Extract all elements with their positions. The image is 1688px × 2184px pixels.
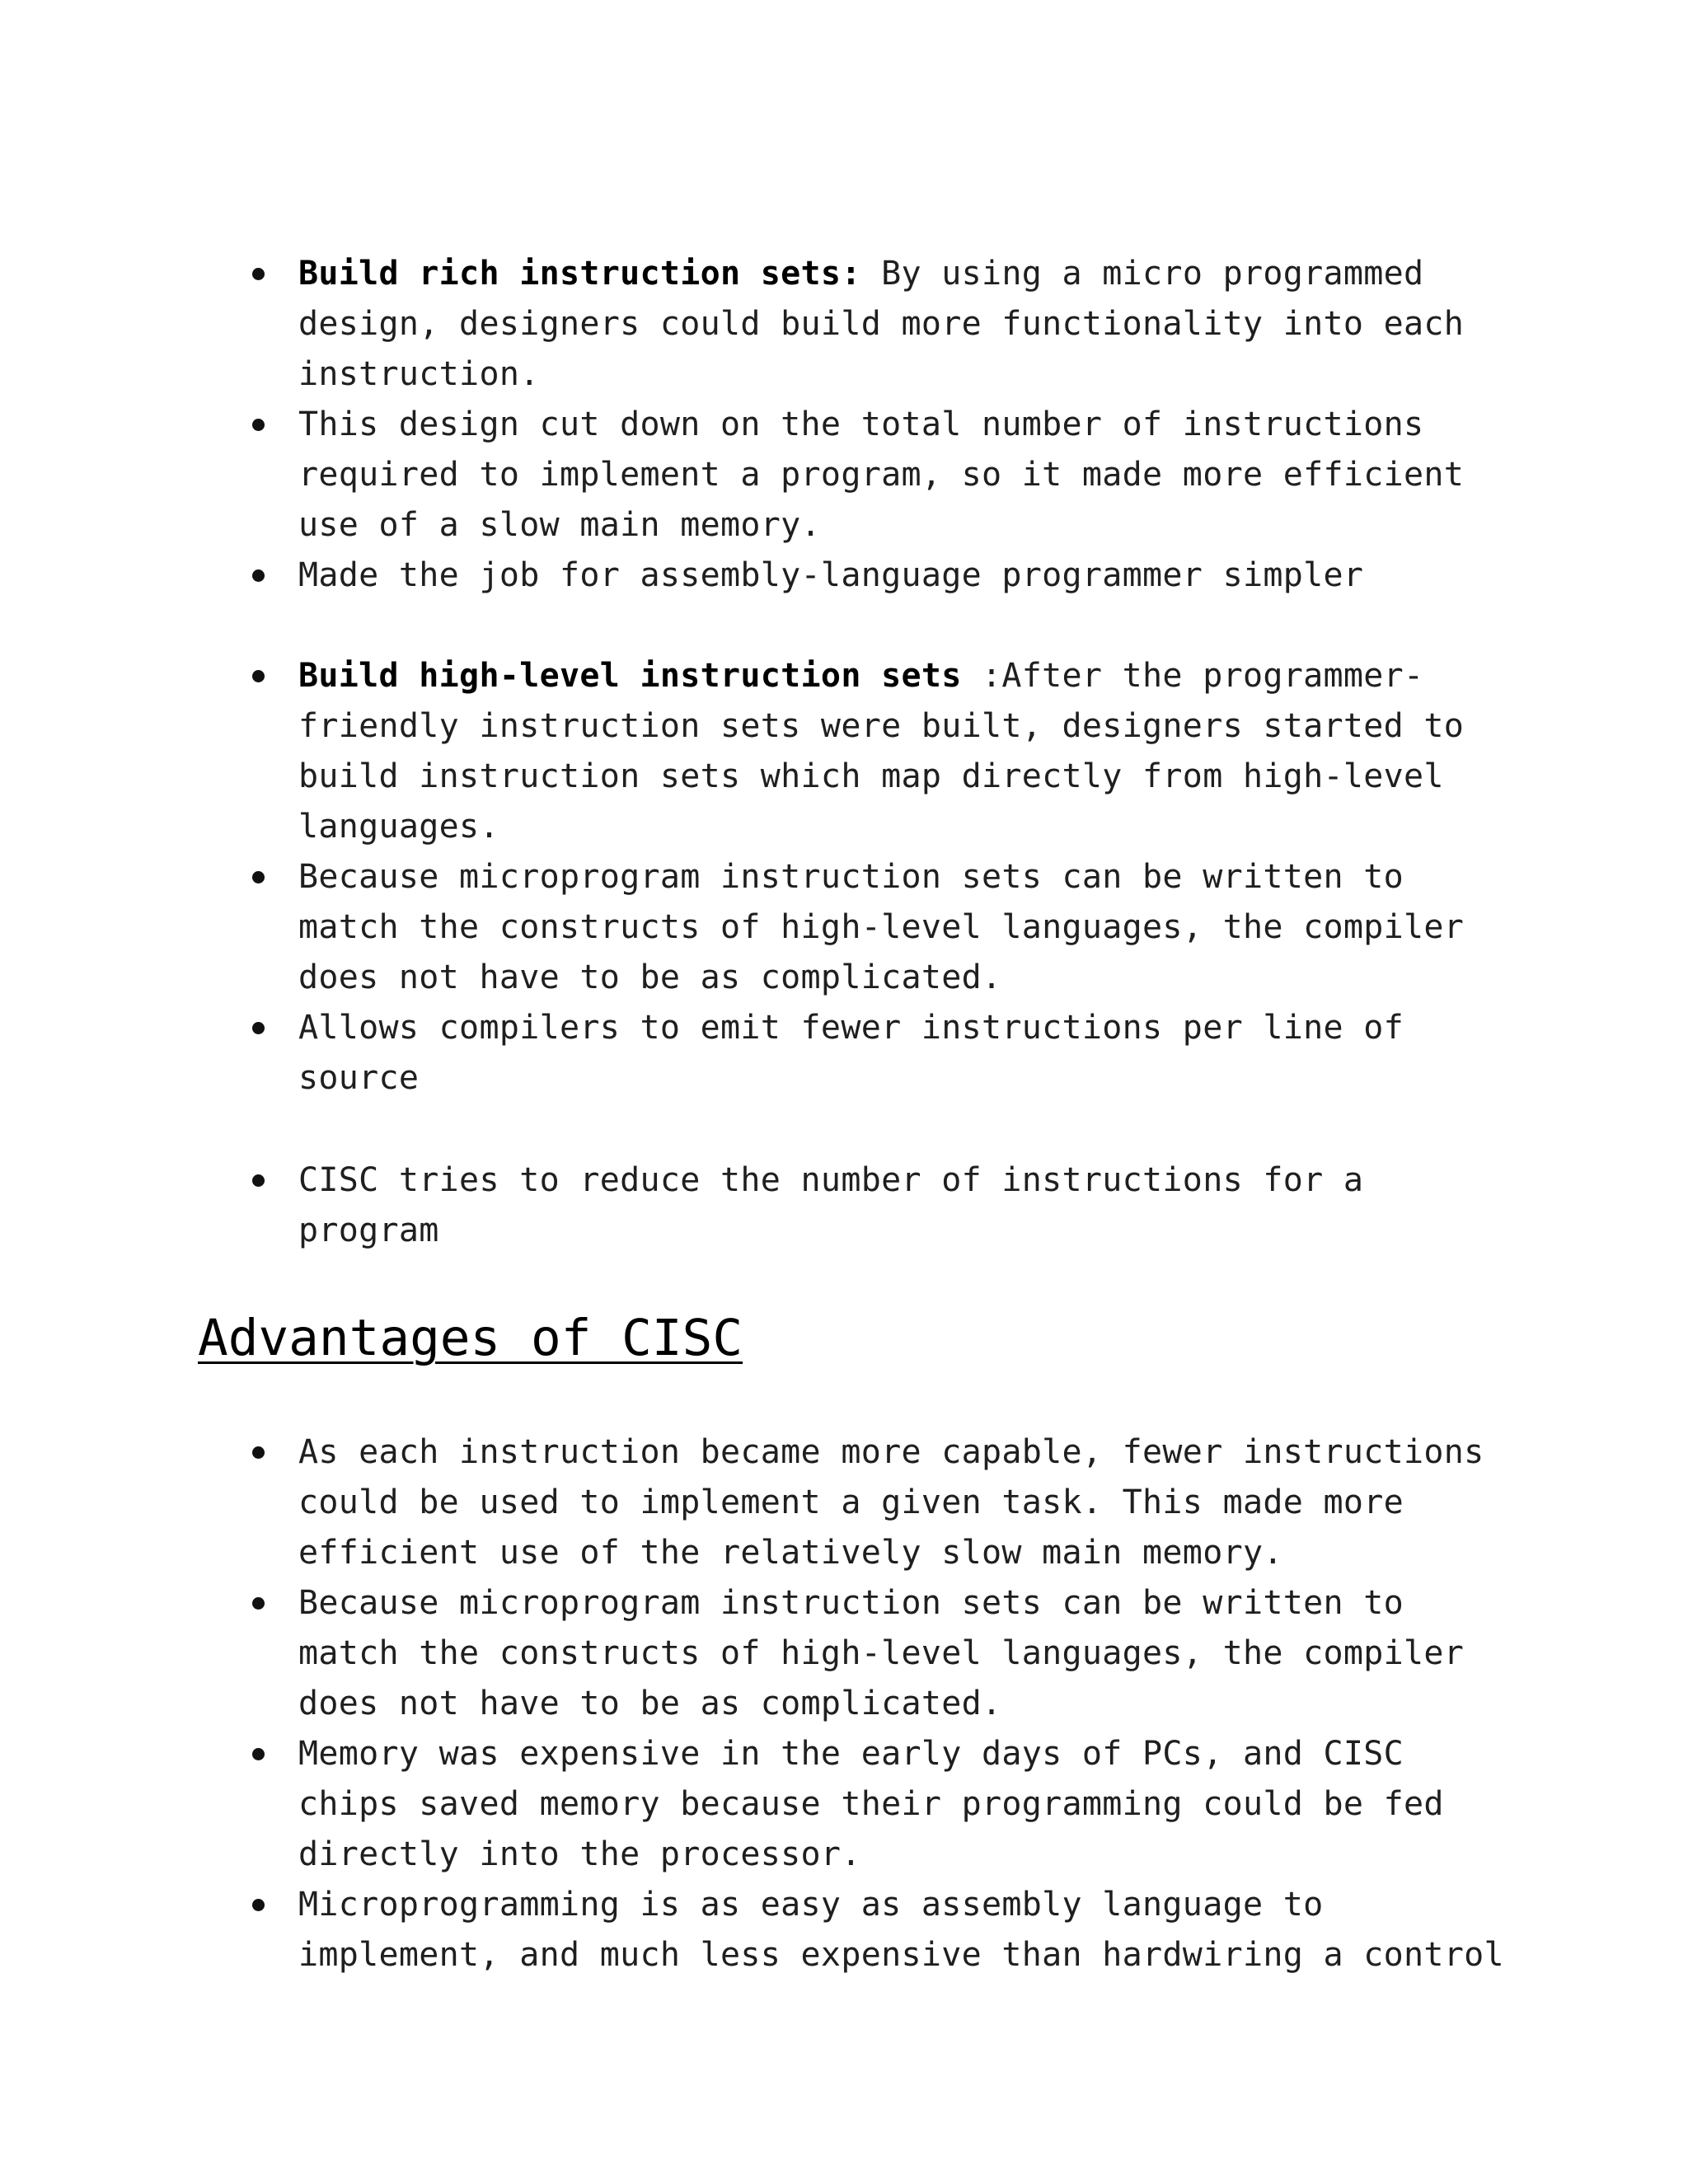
item-text: As each instruction became more capable, fewer instructions could be used to implement a given task. This made more efficient use of the relatively slow main memory. <box>298 1433 1484 1572</box>
bullet-icon <box>252 419 265 431</box>
bullet-icon <box>252 1597 265 1610</box>
item-text: CISC tries to reduce the number of instructions for a program <box>298 1161 1364 1249</box>
high-level-instruction-sets-list <box>198 651 1517 1104</box>
item-text: Memory was expensive in the early days of PCs, and CISC chips saved memory because their programming could be fed directly into the processor. <box>298 1735 1444 1873</box>
bullet-icon <box>252 1174 265 1187</box>
item-lead: Build high-level instruction sets <box>298 657 962 695</box>
list-item <box>198 1427 1517 1578</box>
item-lead: Build rich instruction sets: <box>298 255 861 293</box>
item-text: :After the programmer-friendly instruction sets were built, designers started to build instruction sets which map directly from high-level languages. <box>298 657 1465 846</box>
rich-instruction-sets-list <box>198 249 1517 601</box>
bullet-icon <box>252 1022 265 1034</box>
advantages-list <box>198 1427 1517 1980</box>
list-item <box>198 1003 1517 1104</box>
item-text: Microprogramming is as easy as assembly language to implement, and much less expensive than hardwiring a control <box>298 1886 1504 1974</box>
list-item <box>198 1155 1517 1256</box>
bullet-icon <box>252 1446 265 1459</box>
advantages-heading: Advantages of CISC <box>198 1309 743 1367</box>
bullet-icon <box>252 871 265 883</box>
item-text: This design cut down on the total number of instructions required to implement a program, so it made more efficient use of a slow main memory. <box>298 405 1465 544</box>
item-text: Because microprogram instruction sets can be written to match the constructs of high-level languages, the compiler does not have to be as complicated. <box>298 1584 1465 1722</box>
item-text: Made the job for assembly-language programmer simpler <box>298 556 1364 594</box>
item-text: Because microprogram instruction sets can be written to match the constructs of high-level languages, the compiler does not have to be as complicated. <box>298 858 1465 996</box>
list-item <box>198 249 1517 400</box>
bullet-icon <box>252 670 265 682</box>
cisc-summary-list <box>198 1155 1517 1256</box>
list-item <box>198 551 1517 601</box>
bullet-icon <box>252 268 265 280</box>
bullet-icon <box>252 1748 265 1760</box>
list-item <box>198 651 1517 852</box>
list-item <box>198 1729 1517 1880</box>
list-item <box>198 1880 1517 1980</box>
bullet-icon <box>252 1899 265 1911</box>
list-item <box>198 1578 1517 1729</box>
list-item <box>198 400 1517 551</box>
bullet-icon <box>252 569 265 582</box>
item-text: Allows compilers to emit fewer instructions per line of source <box>298 1009 1404 1097</box>
list-item <box>198 852 1517 1003</box>
item-text: By using a micro programmed design, designers could build more functionality into each instruction. <box>298 255 1465 393</box>
